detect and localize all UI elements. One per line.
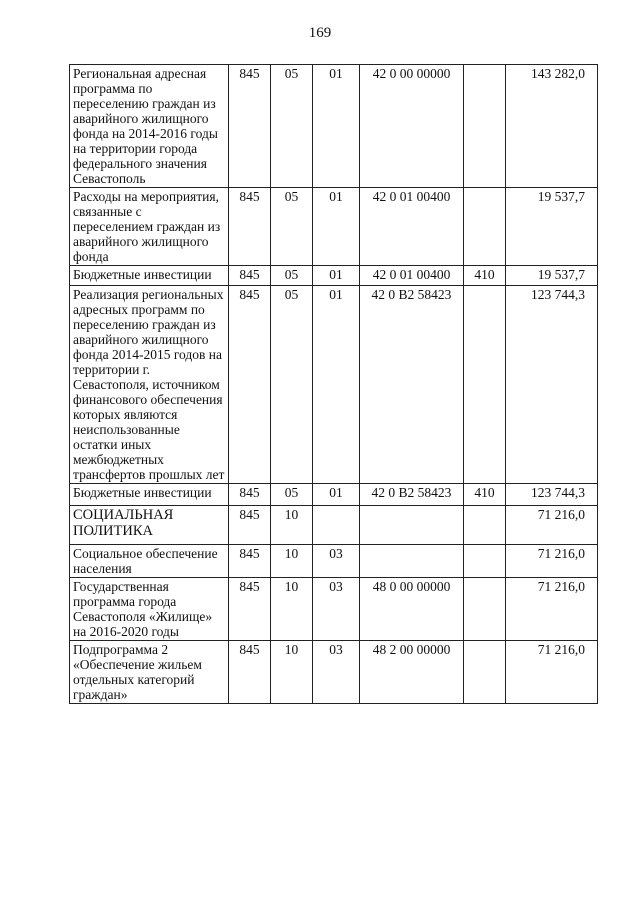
section-code-cell: 05 [271, 65, 313, 188]
expense-type-cell [464, 641, 506, 704]
section-code-cell: 05 [271, 188, 313, 266]
expense-type-cell [464, 578, 506, 641]
table-row [70, 188, 598, 266]
expense-type-cell [464, 188, 506, 266]
budget-table [69, 64, 598, 704]
section-code-cell: 10 [271, 506, 313, 545]
target-article-cell [360, 506, 464, 545]
subsection-code-cell [313, 506, 360, 545]
section-code-cell: 10 [271, 578, 313, 641]
target-article-cell: 42 0 00 00000 [360, 65, 464, 188]
row-name-cell: Бюджетные инвестиции [70, 266, 229, 286]
row-name-cell: Социальное обеспечение населения [70, 545, 229, 578]
ministry-code-cell: 845 [229, 266, 271, 286]
ministry-code-cell: 845 [229, 506, 271, 545]
section-code-cell: 05 [271, 266, 313, 286]
amount-cell: 71 216,0 [506, 506, 598, 545]
section-code-cell: 10 [271, 641, 313, 704]
expense-type-cell [464, 65, 506, 188]
table-row [70, 65, 598, 188]
row-name-cell: Расходы на мероприятия, связанные с переселением граждан из аварийного жилищного фонда [70, 188, 229, 266]
amount-cell: 71 216,0 [506, 545, 598, 578]
amount-cell: 143 282,0 [506, 65, 598, 188]
page-number: 169 [308, 25, 332, 41]
row-name-cell: СОЦИАЛЬНАЯ ПОЛИТИКА [70, 506, 229, 545]
section-code-cell: 10 [271, 545, 313, 578]
target-article-cell: 48 0 00 00000 [360, 578, 464, 641]
table-row [70, 286, 598, 484]
expense-type-cell [464, 506, 506, 545]
subsection-code-cell: 01 [313, 65, 360, 188]
row-name-cell: Бюджетные инвестиции [70, 484, 229, 506]
section-code-cell: 05 [271, 286, 313, 484]
row-name-cell: Реализация региональных адресных программ по переселению граждан из аварийного жилищного фонда 2014-2015 годов на территории г. Севастополя, источником финансового обеспечения которых являются неиспользованные остатки иных межбюджетных трансфертов прошлых лет [70, 286, 229, 484]
ministry-code-cell: 845 [229, 484, 271, 506]
amount-cell: 19 537,7 [506, 188, 598, 266]
table-row [70, 641, 598, 704]
expense-type-cell [464, 545, 506, 578]
subsection-code-cell: 03 [313, 545, 360, 578]
target-article-cell: 42 0 В2 58423 [360, 484, 464, 506]
subsection-code-cell: 03 [313, 641, 360, 704]
amount-cell: 71 216,0 [506, 578, 598, 641]
target-article-cell [360, 545, 464, 578]
subsection-code-cell: 01 [313, 286, 360, 484]
target-article-cell: 42 0 01 00400 [360, 188, 464, 266]
target-article-cell: 42 0 В2 58423 [360, 286, 464, 484]
expense-type-cell: 410 [464, 266, 506, 286]
subsection-code-cell: 01 [313, 188, 360, 266]
target-article-cell: 48 2 00 00000 [360, 641, 464, 704]
row-name-cell: Государственная программа города Севастополя «Жилище» на 2016-2020 годы [70, 578, 229, 641]
amount-cell: 71 216,0 [506, 641, 598, 704]
subsection-code-cell: 01 [313, 484, 360, 506]
subsection-code-cell: 03 [313, 578, 360, 641]
ministry-code-cell: 845 [229, 641, 271, 704]
row-name-cell: Региональная адресная программа по переселению граждан из аварийного жилищного фонда на 2014-2016 годы на территории города федерального значения Севастополь [70, 65, 229, 188]
table-row [70, 506, 598, 545]
amount-cell: 123 744,3 [506, 484, 598, 506]
section-code-cell: 05 [271, 484, 313, 506]
ministry-code-cell: 845 [229, 188, 271, 266]
table-row [70, 578, 598, 641]
table-row [70, 484, 598, 506]
subsection-code-cell: 01 [313, 266, 360, 286]
amount-cell: 19 537,7 [506, 266, 598, 286]
ministry-code-cell: 845 [229, 578, 271, 641]
ministry-code-cell: 845 [229, 65, 271, 188]
expense-type-cell [464, 286, 506, 484]
row-name-cell: Подпрограмма 2 «Обеспечение жильем отдельных категорий граждан» [70, 641, 229, 704]
expense-type-cell: 410 [464, 484, 506, 506]
ministry-code-cell: 845 [229, 286, 271, 484]
table-row [70, 266, 598, 286]
target-article-cell: 42 0 01 00400 [360, 266, 464, 286]
amount-cell: 123 744,3 [506, 286, 598, 484]
table-row [70, 545, 598, 578]
ministry-code-cell: 845 [229, 545, 271, 578]
